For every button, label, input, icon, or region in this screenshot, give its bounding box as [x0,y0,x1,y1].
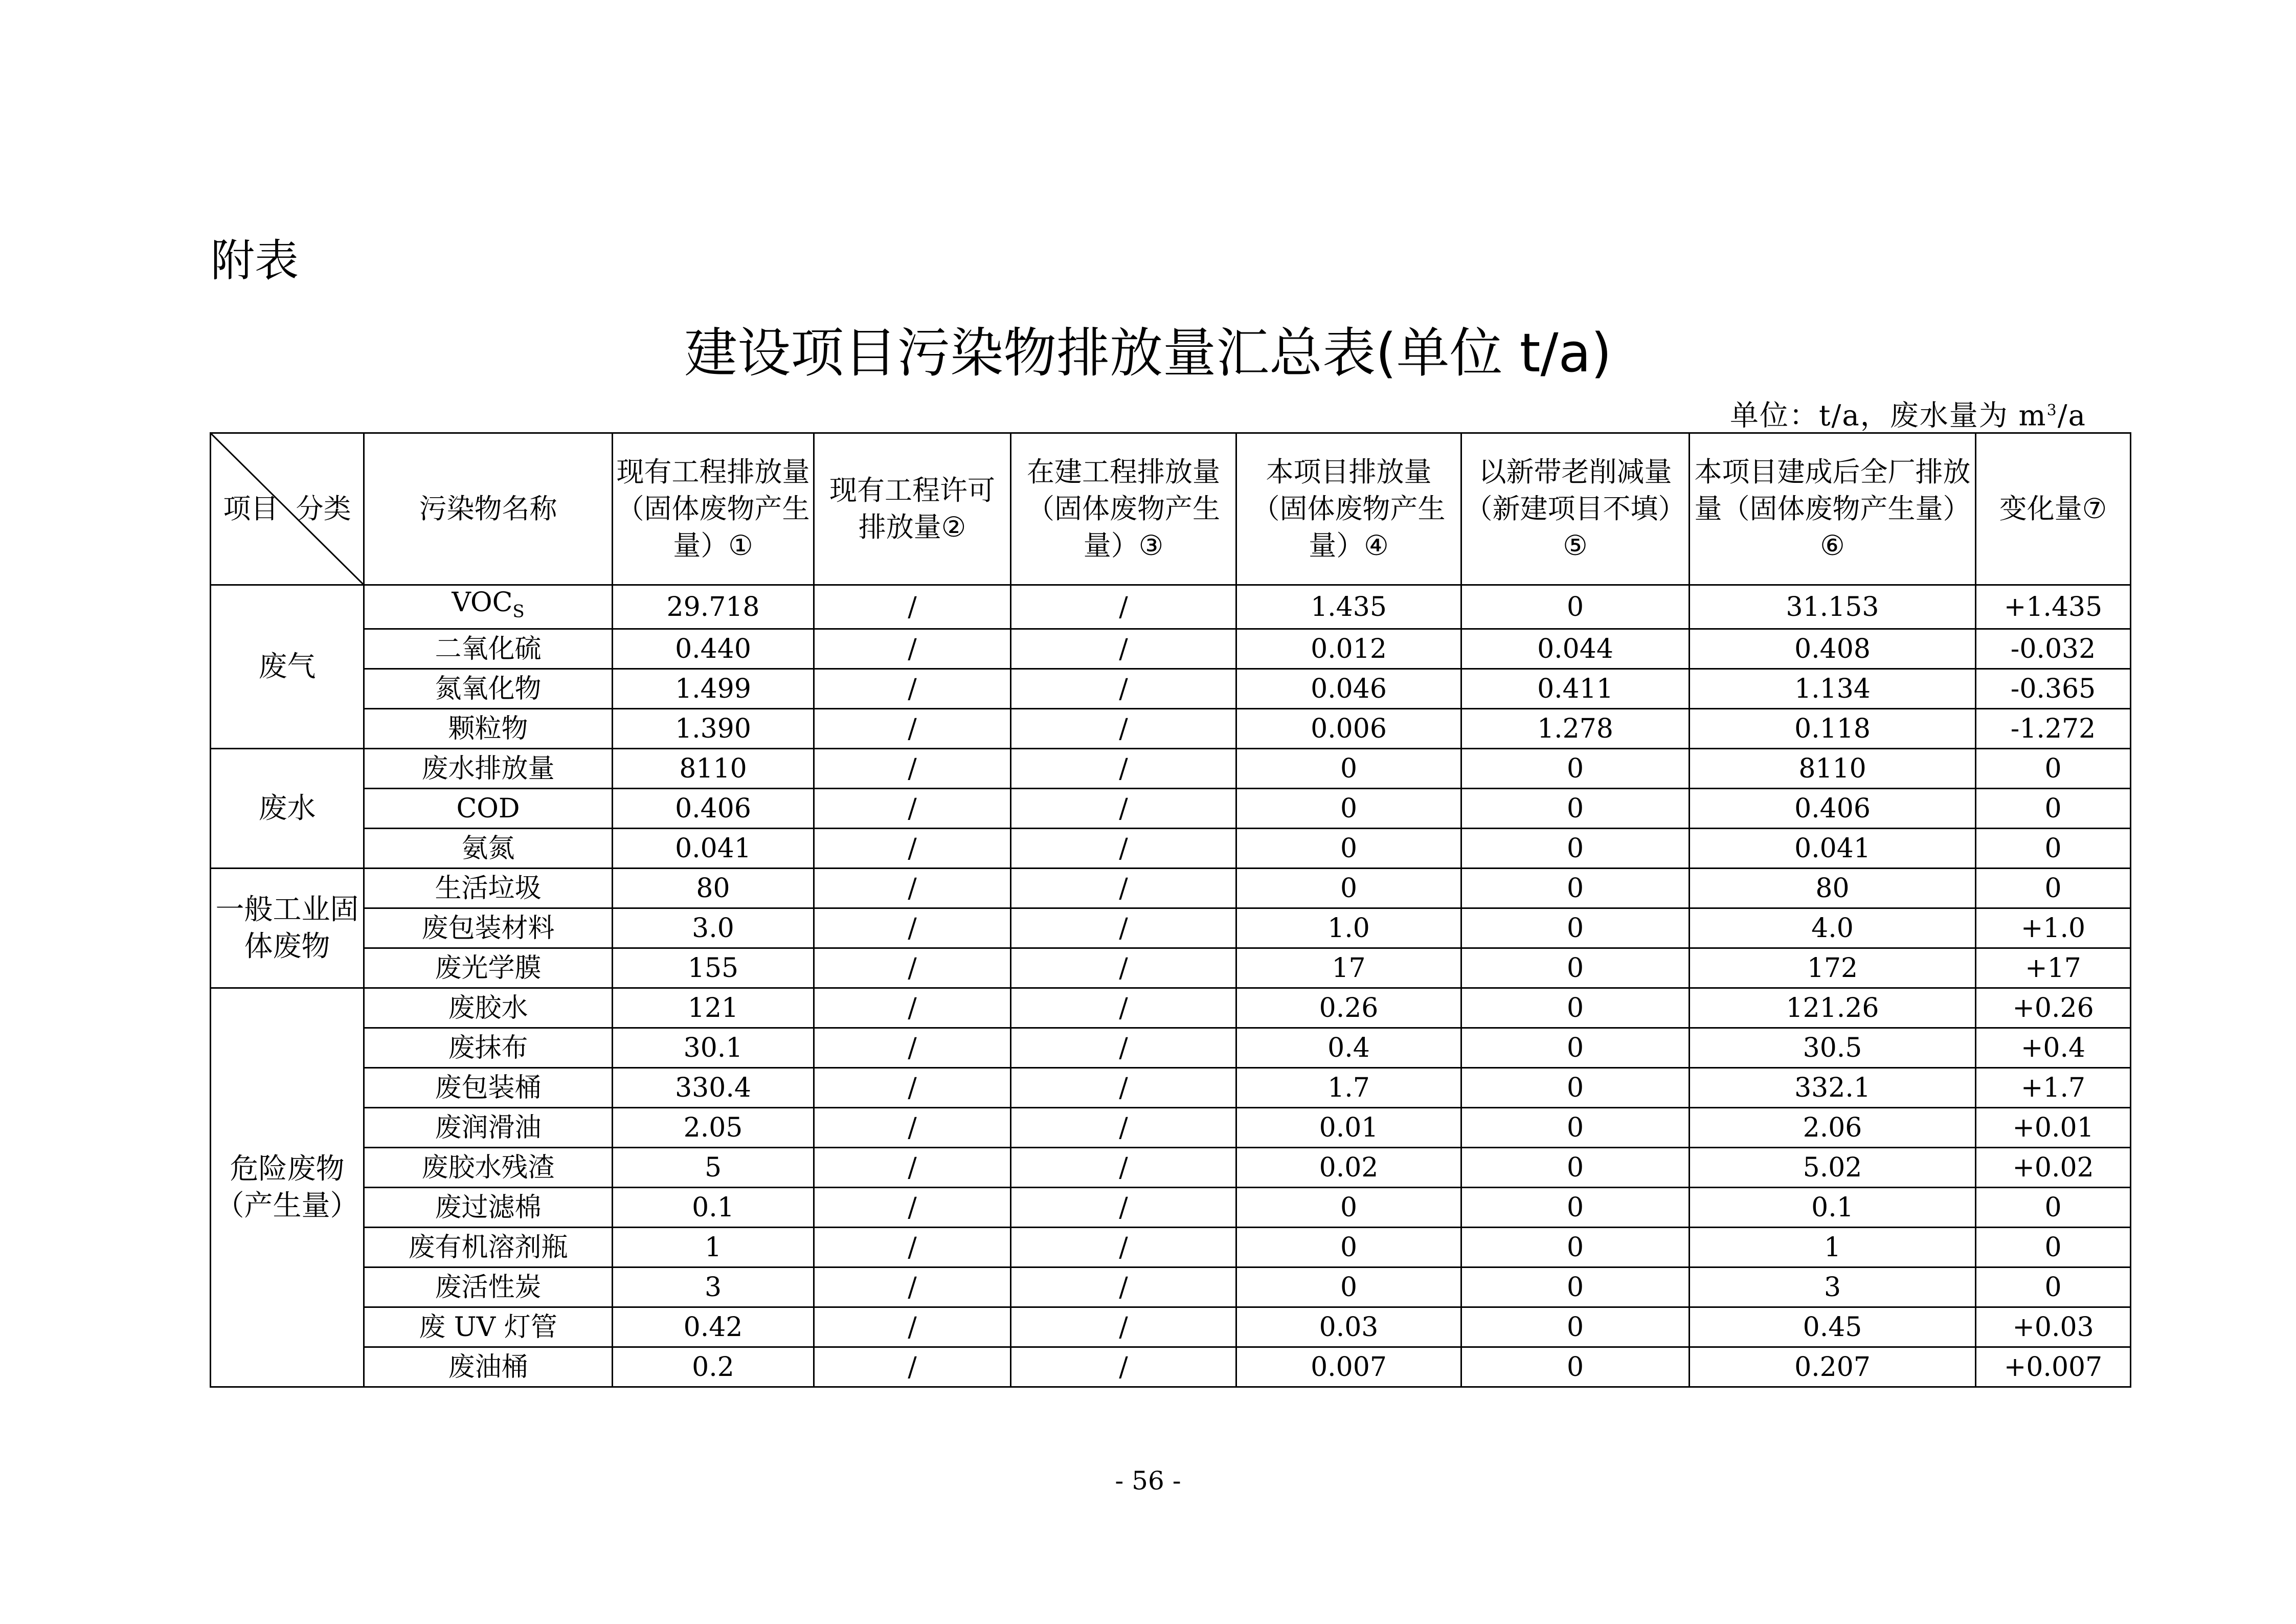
pollutant-name: COD [364,789,613,829]
cell-c4: 0.006 [1236,709,1461,749]
cell-c4: 1.0 [1236,908,1461,948]
cell-c2: / [814,629,1011,669]
cell-c7: 0 [1976,1188,2131,1228]
cell-c1: 2.05 [613,1108,814,1148]
pollutant-name: 废水排放量 [364,749,613,789]
cell-c2: / [814,1148,1011,1188]
table-row [211,988,2131,1028]
cell-c5: 0 [1461,1228,1690,1267]
cell-c4: 1.435 [1236,585,1461,629]
cell-c3: / [1011,908,1236,948]
cell-c1: 0.42 [613,1307,814,1347]
cell-c2: / [814,585,1011,629]
cell-c5: 0 [1461,585,1690,629]
table-row [211,869,2131,908]
cell-c5: 1.278 [1461,709,1690,749]
cell-c3: / [1011,1188,1236,1228]
pollutant-name: 废润滑油 [364,1108,613,1148]
cell-c4: 1.7 [1236,1068,1461,1108]
cell-c5: 0.044 [1461,629,1690,669]
unit-note-text: 单位：t/a，废水量为 m [1729,399,2047,433]
table-row [211,1228,2131,1267]
cell-c1: 0.1 [613,1188,814,1228]
cell-c4: 0 [1236,1228,1461,1267]
cell-c1: 5 [613,1148,814,1188]
header-existing-emission: 现有工程排放量（固体废物产生量）① [613,433,814,585]
cell-c7: -0.032 [1976,629,2131,669]
cell-c2: / [814,749,1011,789]
category-hazardous-waste: 危险废物（产生量） [211,988,364,1387]
table-row [211,1148,2131,1188]
cell-c3: / [1011,1028,1236,1068]
cell-c2: / [814,1228,1011,1267]
cell-c6: 332.1 [1690,1068,1976,1108]
header-under-construction: 在建工程排放量（固体废物产生量）③ [1011,433,1236,585]
cell-c3: / [1011,1068,1236,1108]
cell-c3: / [1011,1148,1236,1188]
cell-c5: 0 [1461,988,1690,1028]
cell-c7: 0 [1976,789,2131,829]
cell-c6: 1 [1690,1228,1976,1267]
cell-c7: +1.7 [1976,1068,2131,1108]
cell-c3: / [1011,869,1236,908]
table-row [211,948,2131,988]
cell-c5: 0 [1461,1188,1690,1228]
cell-c2: / [814,1307,1011,1347]
cell-c4: 0 [1236,1267,1461,1307]
cell-c7: 0 [1976,1228,2131,1267]
cell-c5: 0 [1461,1148,1690,1188]
cell-c2: / [814,789,1011,829]
cell-c6: 31.153 [1690,585,1976,629]
header-plant-total: 本项目建成后全厂排放量（固体废物产生量）⑥ [1690,433,1976,585]
cell-c3: / [1011,749,1236,789]
cell-c2: / [814,988,1011,1028]
cell-c3: / [1011,1108,1236,1148]
cell-c6: 4.0 [1690,908,1976,948]
cell-c1: 1 [613,1228,814,1267]
cell-c6: 3 [1690,1267,1976,1307]
cell-c3: / [1011,585,1236,629]
table-row [211,789,2131,829]
cell-c6: 80 [1690,869,1976,908]
cell-c1: 0.041 [613,829,814,869]
cell-c6: 0.406 [1690,789,1976,829]
cell-c5: 0 [1461,908,1690,948]
cell-c1: 155 [613,948,814,988]
cell-c7: 0 [1976,1267,2131,1307]
cell-c6: 0.408 [1690,629,1976,669]
table-row [211,1068,2131,1108]
cell-c1: 3.0 [613,908,814,948]
cell-c1: 330.4 [613,1068,814,1108]
page-title: 建设项目污染物排放量汇总表(单位 t/a) [684,322,1612,384]
cell-c2: / [814,1188,1011,1228]
table-row [211,1307,2131,1347]
cell-c3: / [1011,1347,1236,1387]
pollutant-name: 废有机溶剂瓶 [364,1228,613,1267]
unit-note-suffix: /a [2057,399,2086,433]
cell-c4: 0.26 [1236,988,1461,1028]
cell-c3: / [1011,789,1236,829]
page-number: - 56 - [1115,1466,1181,1496]
cell-c3: / [1011,948,1236,988]
cell-c2: / [814,669,1011,709]
table-row [211,749,2131,789]
cell-c7: +0.01 [1976,1108,2131,1148]
cell-c6: 2.06 [1690,1108,1976,1148]
cell-c4: 0.046 [1236,669,1461,709]
category-waste-water: 废水 [211,749,364,869]
cell-c7: -0.365 [1976,669,2131,709]
pollutant-name: 废胶水残渣 [364,1148,613,1188]
cell-c4: 0.03 [1236,1307,1461,1347]
cell-c2: / [814,1347,1011,1387]
cell-c5: 0 [1461,948,1690,988]
header-this-project: 本项目排放量（固体废物产生量）④ [1236,433,1461,585]
cell-c4: 0.007 [1236,1347,1461,1387]
cell-c1: 80 [613,869,814,908]
table-row [211,908,2131,948]
cell-c3: / [1011,629,1236,669]
cell-c3: / [1011,1228,1236,1267]
cell-c1: 121 [613,988,814,1028]
header-reduction: 以新带老削减量（新建项目不填）⑤ [1461,433,1690,585]
cell-c2: / [814,1267,1011,1307]
pollutant-name: $VOC_S$ [364,585,613,629]
cell-c5: 0 [1461,789,1690,829]
pollutant-name: 生活垃圾 [364,869,613,908]
cell-c4: 0.01 [1236,1108,1461,1148]
cell-c6: 8110 [1690,749,1976,789]
unit-note [1730,393,2086,434]
cell-c5: 0 [1461,1267,1690,1307]
cell-c1: 1.390 [613,709,814,749]
pollutant-name: 废 UV 灯管 [364,1307,613,1347]
cell-c3: / [1011,1267,1236,1307]
header-category-label: 分类 [296,493,351,525]
pollutant-name: 废活性炭 [364,1267,613,1307]
pollutant-name: 废包装桶 [364,1068,613,1108]
pollutant-name: 废油桶 [364,1347,613,1387]
pollutant-name: 废光学膜 [364,948,613,988]
cell-c5: 0.411 [1461,669,1690,709]
cell-c6: 0.45 [1690,1307,1976,1347]
cell-c2: / [814,709,1011,749]
cell-c4: 0.012 [1236,629,1461,669]
cell-c2: / [814,1108,1011,1148]
cell-c4: 17 [1236,948,1461,988]
cell-c5: 0 [1461,1347,1690,1387]
pollutant-name: 废胶水 [364,988,613,1028]
table-row [211,829,2131,869]
cell-c4: 0 [1236,749,1461,789]
cell-c7: +0.02 [1976,1148,2131,1188]
cell-c2: / [814,1028,1011,1068]
cell-c7: +0.26 [1976,988,2131,1028]
cell-c3: / [1011,1307,1236,1347]
table-row [211,629,2131,669]
cell-c7: +17 [1976,948,2131,988]
cell-c6: 172 [1690,948,1976,988]
cell-c6: 1.134 [1690,669,1976,709]
cell-c6: 0.118 [1690,709,1976,749]
cell-c5: 0 [1461,829,1690,869]
cell-c5: 0 [1461,1108,1690,1148]
table-row [211,1028,2131,1068]
cell-c6: 5.02 [1690,1148,1976,1188]
cell-c2: / [814,869,1011,908]
cell-c6: 0.1 [1690,1188,1976,1228]
cell-c4: 0 [1236,869,1461,908]
table-row [211,669,2131,709]
header-item-category [211,433,364,585]
cell-c5: 0 [1461,749,1690,789]
table-row [211,709,2131,749]
cell-c4: 0 [1236,789,1461,829]
cell-c5: 0 [1461,1068,1690,1108]
table-row [211,1267,2131,1307]
appendix-label: 附表 [211,235,299,286]
table-row [211,1188,2131,1228]
cell-c1: 29.718 [613,585,814,629]
cell-c2: / [814,1068,1011,1108]
pollutant-name: 废过滤棉 [364,1188,613,1228]
cell-c3: / [1011,669,1236,709]
category-waste-gas: 废气 [211,585,364,749]
cell-c1: 1.499 [613,669,814,709]
cell-c4: 0.4 [1236,1028,1461,1068]
pollutant-name: 废抹布 [364,1028,613,1068]
cell-c3: / [1011,988,1236,1028]
pollutant-name: 颗粒物 [364,709,613,749]
header-pollutant-name: 污染物名称 [364,433,613,585]
pollutant-summary-table [210,432,2131,1388]
cell-c7: 0 [1976,829,2131,869]
cell-c5: 0 [1461,1028,1690,1068]
cell-c6: 0.207 [1690,1347,1976,1387]
cell-c1: 0.2 [613,1347,814,1387]
header-item-label: 项目 [223,493,279,525]
cell-c4: 0 [1236,1188,1461,1228]
cell-c1: 0.406 [613,789,814,829]
cell-c7: +0.03 [1976,1307,2131,1347]
unit-note-superscript: 3 [2046,402,2058,419]
cell-c6: 121.26 [1690,988,1976,1028]
cell-c7: +0.007 [1976,1347,2131,1387]
table-row [211,585,2131,629]
category-general-solid-waste: 一般工业固体废物 [211,869,364,988]
cell-c6: 30.5 [1690,1028,1976,1068]
cell-c7: +0.4 [1976,1028,2131,1068]
header-existing-permitted: 现有工程许可排放量② [814,433,1011,585]
cell-c4: 0 [1236,829,1461,869]
cell-c5: 0 [1461,869,1690,908]
cell-c2: / [814,829,1011,869]
cell-c1: 30.1 [613,1028,814,1068]
cell-c2: / [814,908,1011,948]
table-body [211,585,2131,1387]
header-change: 变化量⑦ [1976,433,2131,585]
cell-c3: / [1011,709,1236,749]
cell-c1: 3 [613,1267,814,1307]
table-header-row [211,433,2131,585]
cell-c4: 0.02 [1236,1148,1461,1188]
pollutant-name: 氮氧化物 [364,669,613,709]
cell-c2: / [814,948,1011,988]
pollutant-name: 氨氮 [364,829,613,869]
cell-c1: 8110 [613,749,814,789]
cell-c7: +1.0 [1976,908,2131,948]
table-row [211,1347,2131,1387]
pollutant-name: 废包装材料 [364,908,613,948]
cell-c3: / [1011,829,1236,869]
cell-c7: +1.435 [1976,585,2131,629]
cell-c5: 0 [1461,1307,1690,1347]
cell-c6: 0.041 [1690,829,1976,869]
cell-c1: 0.440 [613,629,814,669]
cell-c7: -1.272 [1976,709,2131,749]
table-row [211,1108,2131,1148]
cell-c7: 0 [1976,749,2131,789]
pollutant-name: 二氧化硫 [364,629,613,669]
cell-c7: 0 [1976,869,2131,908]
